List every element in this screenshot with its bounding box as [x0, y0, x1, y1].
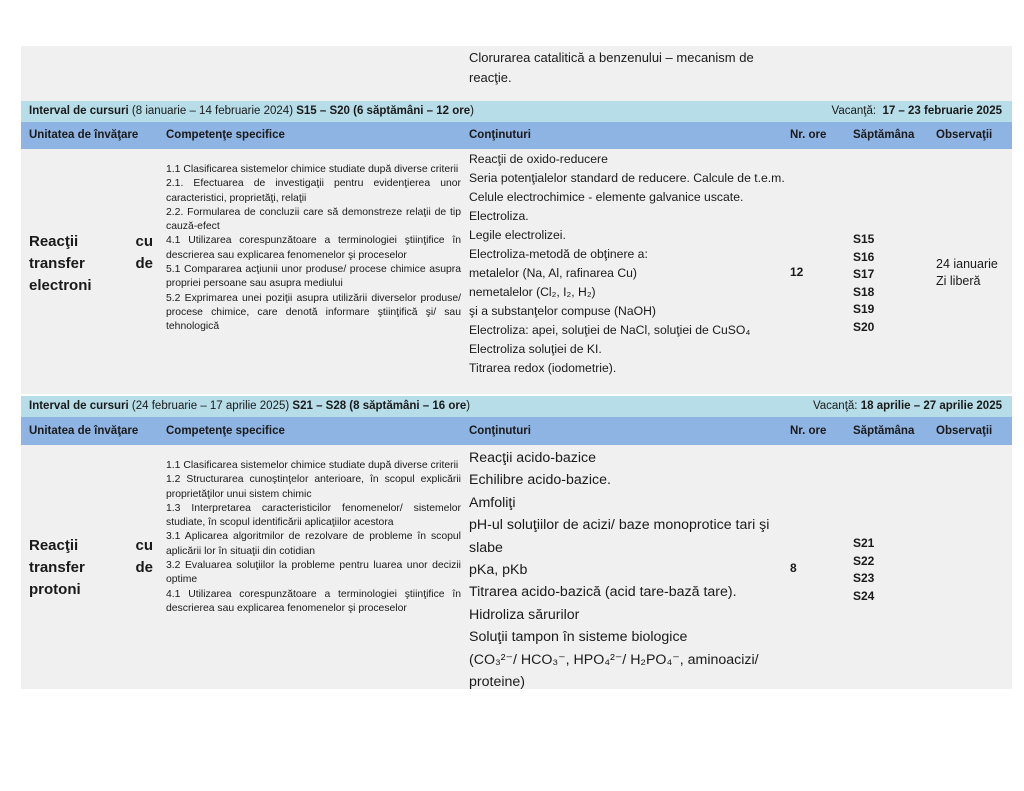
- content-item: nemetalelor (Cl₂, I₂, H₂): [469, 285, 596, 299]
- competence-item: 2.2. Formularea de concluzii care să demonstreze relaţii de tip cauză-efect: [166, 206, 461, 233]
- contents-list: [469, 150, 789, 378]
- week-item: S23: [853, 571, 875, 585]
- vacation-text: Vacanţă: 17 – 23 februarie 2025: [831, 105, 1002, 117]
- col-contents: Conţinuturi: [469, 425, 531, 437]
- competence-item: 1.3 Interpretarea caracteristicilor fenomenelor/ sistemelor studiate, în scopul identificării aplicaţiilor acestora: [166, 502, 461, 529]
- competence-item: 5.2 Exprimarea unei poziţii asupra utilizării diverselor produse/ procese chimice, care denotă informare ştiinţifică şi/ sau tehnologică: [166, 292, 461, 333]
- content-item: şi a substanţelor compuse (NaOH): [469, 304, 656, 318]
- table-header: [21, 122, 1012, 149]
- observations: 24 ianuarie Zi liberă: [936, 257, 998, 288]
- continued-content: Clorurarea catalitică a benzenului – mecanism de reacţie.: [469, 50, 754, 85]
- content-item: pH-ul soluţiilor de acizi/ baze monoprotice tari şi slabe: [469, 517, 770, 556]
- interval-text: Interval de cursuri (8 ianuarie – 14 februarie 2024) S15 – S20 (6 săptămâni – 12 ore): [29, 105, 474, 117]
- competence-item: 3.2 Evaluarea soluţiilor la probleme pentru luarea unor decizii optime: [166, 560, 461, 586]
- content-item: Electroliza.: [469, 209, 529, 223]
- competence-item: 1.1 Clasificarea sistemelor chimice studiate după diverse criterii: [166, 460, 459, 471]
- continued-row: [21, 46, 1012, 101]
- content-item: Electroliza-metodă de obţinere a:: [469, 247, 648, 261]
- content-item: Amfoliţi: [469, 494, 516, 511]
- content-item: metalelor (Na, Al, rafinarea Cu): [469, 266, 637, 280]
- weeks-list: [853, 231, 874, 336]
- col-observations: Observaţii: [936, 425, 993, 437]
- content-item: (CO₃²⁻/ HCO₃⁻, HPO₄²⁻/ H₂PO₄⁻, aminoacizi/ proteine): [469, 651, 759, 691]
- col-contents: Conţinuturi: [469, 129, 531, 141]
- col-observations: Observaţii: [936, 129, 993, 141]
- curriculum-plan-table: [21, 46, 1012, 689]
- week-item: S24: [853, 588, 875, 603]
- interval-text: Interval de cursuri (24 februarie – 17 aprilie 2025) S21 – S28 (8 săptămâni – 16 ore): [29, 400, 471, 412]
- table-row: [21, 445, 1012, 689]
- content-item: Electroliza: apei, soluţiei de NaCl, soluţiei de CuSO₄: [469, 323, 751, 337]
- week-item: S19: [853, 302, 875, 316]
- content-item: Echilibre acido-bazice.: [469, 472, 611, 489]
- competence-item: 1.1 Clasificarea sistemelor chimice studiate după diverse criterii: [166, 164, 459, 175]
- course-interval-bar: [21, 101, 1012, 122]
- col-week: Săptămâna: [853, 425, 915, 437]
- competence-item: 4.1 Utilizarea corespunzătoare a terminologiei ştiinţifice în descrierea sau explicarea fenomenelor şi proceselor: [166, 588, 461, 614]
- competences-list: [166, 163, 461, 335]
- vacation-text: Vacanţă: 18 aprilie – 27 aprilie 2025: [812, 400, 1002, 412]
- content-item: Soluţii tampon în sisteme biologice: [469, 629, 688, 646]
- competence-item: 1.2 Structurarea cunoştinţelor anterioare, în scopul explicării proprietăţilor unui sistem chimic: [166, 474, 461, 500]
- competence-item: 4.1 Utilizarea corespunzătoare a terminologiei ştiinţifice în descrierea sau explicarea fenomenelor şi proceselor: [166, 235, 461, 261]
- content-item: Legile electrolizei.: [469, 228, 566, 242]
- week-item: S15: [853, 232, 875, 246]
- content-item: pKa, pKb: [469, 562, 528, 579]
- learning-unit: Reacţii cu transfer de electroni: [29, 233, 153, 294]
- content-item: Reacţii de oxido-reducere: [469, 152, 608, 166]
- week-item: S16: [853, 249, 875, 264]
- competence-item: 2.1. Efectuarea de investigaţii pentru evidenţierea unor caracteristici, proprietăţi, relaţii: [166, 178, 461, 204]
- hours-value: 8: [790, 561, 797, 575]
- week-item: S18: [853, 284, 875, 299]
- col-hours: Nr. ore: [790, 425, 827, 437]
- content-item: Titrarea redox (iodometrie).: [469, 361, 617, 375]
- content-item: Titrarea acido-bazică (acid tare-bază tare).: [469, 584, 737, 601]
- week-item: S21: [853, 536, 875, 550]
- week-item: S20: [853, 319, 875, 334]
- learning-unit: Reacţii cu transfer de protoni: [29, 537, 153, 598]
- col-week: Săptămâna: [853, 129, 915, 141]
- col-competences: Competenţe specifice: [166, 129, 285, 141]
- week-item: S22: [853, 553, 875, 568]
- competence-item: 5.1 Compararea acţiunii unor produse/ procese chimice asupra propriei persoane sau asupra mediului: [166, 264, 461, 290]
- col-hours: Nr. ore: [790, 129, 827, 141]
- content-item: Electroliza soluţiei de KI.: [469, 342, 602, 356]
- content-item: Seria potenţialelor standard de reducere. Calcule de t.e.m.: [469, 171, 785, 185]
- content-item: Reacţii acido-bazice: [469, 450, 596, 466]
- contents-list: [469, 447, 789, 693]
- col-unit: Unitatea de învăţare: [29, 425, 139, 437]
- weeks-list: [853, 535, 874, 605]
- competences-list: [166, 459, 461, 616]
- competence-item: 3.1 Aplicarea algoritmilor de rezolvare de probleme în scopul aplicării lor în situaţii din cotidian: [166, 531, 461, 557]
- col-competences: Competenţe specifice: [166, 425, 285, 437]
- col-unit: Unitatea de învăţare: [29, 129, 139, 141]
- content-item: Hidroliza sărurilor: [469, 606, 580, 623]
- week-item: S17: [853, 267, 875, 281]
- content-item: Celule electrochimice - elemente galvanice uscate.: [469, 190, 744, 204]
- table-row: [21, 149, 1012, 394]
- hours-value: 12: [790, 265, 804, 279]
- table-header: [21, 417, 1012, 445]
- course-interval-bar: [21, 396, 1012, 417]
